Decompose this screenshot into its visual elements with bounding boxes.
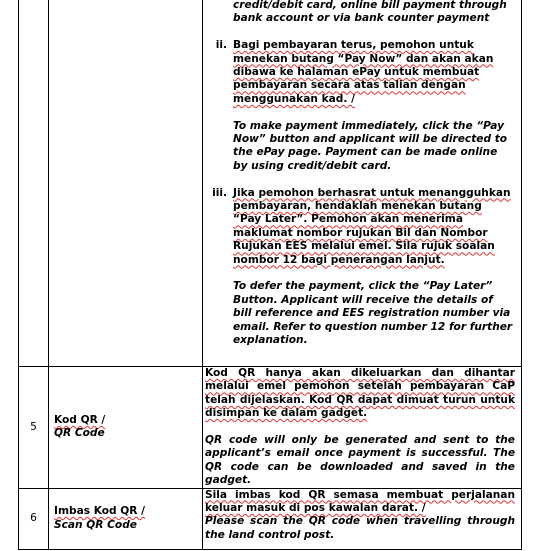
row-number-cell: 5 <box>19 367 49 489</box>
row-label-cell <box>49 367 203 489</box>
row-number-cell <box>19 0 49 367</box>
list-item <box>203 39 521 173</box>
label-ms: Kod QR / <box>54 413 106 426</box>
row-content-cell <box>203 367 522 489</box>
item-text-ms: Jika pemohon berhasrat untuk menangguhkan pembayaran, hendaklah menekan butang “Pay Later”. Pemohon akan menerima maklumat nombor rujukan Bil dan Nombor Rujukan EES melalui emel. Sila rujuk soalan nombor 12 bagi penerangan lanjut. <box>233 186 511 266</box>
label-en: Scan QR Code <box>54 518 137 531</box>
content-text-en: Please scan the QR code when travelling through the land control post. <box>205 515 515 541</box>
list-marker: iii. <box>212 186 227 199</box>
row-content-cell <box>203 488 522 549</box>
label-ms: Imbas Kod QR / <box>54 505 145 518</box>
item-text-en: To make payment immediately, click the “Pay Now” button and applicant will be directed to the ePay page. Payment can be made online by using credit/debit card. <box>233 119 508 172</box>
list-marker: ii. <box>215 39 227 52</box>
content-text-en: QR code will only be generated and sent to the applicant’s email once payment is successful. The QR code can be downloaded and saved in the gadget. <box>205 434 515 487</box>
content-text-ms: Sila imbas kod QR semasa membuat perjalanan keluar masuk di pos kawalan darat. / <box>205 488 515 515</box>
label-en: QR Code <box>54 427 105 440</box>
table-row <box>19 0 522 367</box>
table-row <box>19 488 522 549</box>
row-content-cell <box>203 0 522 367</box>
row-label-cell <box>49 488 203 549</box>
faq-table <box>18 0 522 550</box>
list-item <box>203 187 521 348</box>
row-number-cell: 6 <box>19 488 49 549</box>
table-row <box>19 367 522 489</box>
content-text-ms: Kod QR hanya akan dikeluarkan dan dihantar melalui emel pemohon setelah pembayaran CaP telah dijelaskan. Kod QR dapat dimuat turun untuk disimpan ke dalam gadget. <box>205 367 515 420</box>
lead-text-en: credit/debit card, online bill payment through bank account or via bank counter payment <box>233 0 507 25</box>
item-text-ms: Bagi pembayaran terus, pemohon untuk menekan butang “Pay Now” dan akan akan dibawa ke halaman ePay untuk membuat pembayaran secara atas talian dengan menggunakan kad. / <box>233 39 494 105</box>
row-label-cell <box>49 0 203 367</box>
lead-paragraph <box>203 0 521 26</box>
item-text-en: To defer the payment, click the “Pay Later” Button. Applicant will receive the details of bill reference and EES registration number via email. Refer to question number 12 for further explanation. <box>233 280 513 347</box>
